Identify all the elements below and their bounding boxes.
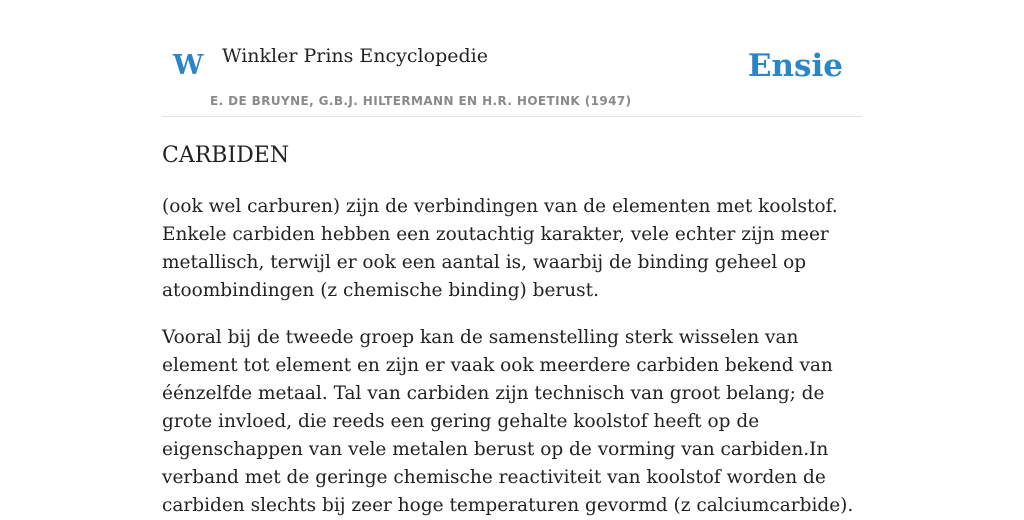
entry-title: CARBIDEN (162, 143, 290, 168)
encyclopedia-authors: E. DE BRUYNE, G.B.J. HILTERMANN EN H.R. HOETINK (1947) (210, 94, 632, 108)
entry-paragraph: Vooral bij de tweede groep kan de samenstelling sterk wisselen van element tot element en zijn er vaak ook meerdere carbiden bekend van éénzelfde metaal. Tal van carbiden zijn technisch van groot belang; de grote invloed, die reeds een gering gehalte koolstof heeft op de eigenschappen van vele metalen berust op de vorming van carbiden.In verband met de geringe chemische reactiviteit van koolstof worden de carbiden slechts bij zeer hoge temperaturen gevormd (z calciumcarbide). (162, 327, 854, 517)
ensie-brand-logo[interactable]: Ensie (747, 48, 843, 84)
entry-body (162, 193, 862, 520)
entry-paragraph: (ook wel carburen) zijn de verbindingen van de elementen met koolstof. Enkele carbiden hebben een zoutachtig karakter, vele echter zijn meer metallisch, terwijl er ook een aantal is, waarbij de binding geheel op atoombindingen (z chemische binding) berust. (162, 196, 838, 302)
article-page (162, 0, 862, 520)
encyclopedia-logo[interactable]: W (173, 50, 204, 81)
encyclopedia-title[interactable]: Winkler Prins Encyclopedie (222, 45, 488, 67)
site-header (162, 0, 862, 117)
